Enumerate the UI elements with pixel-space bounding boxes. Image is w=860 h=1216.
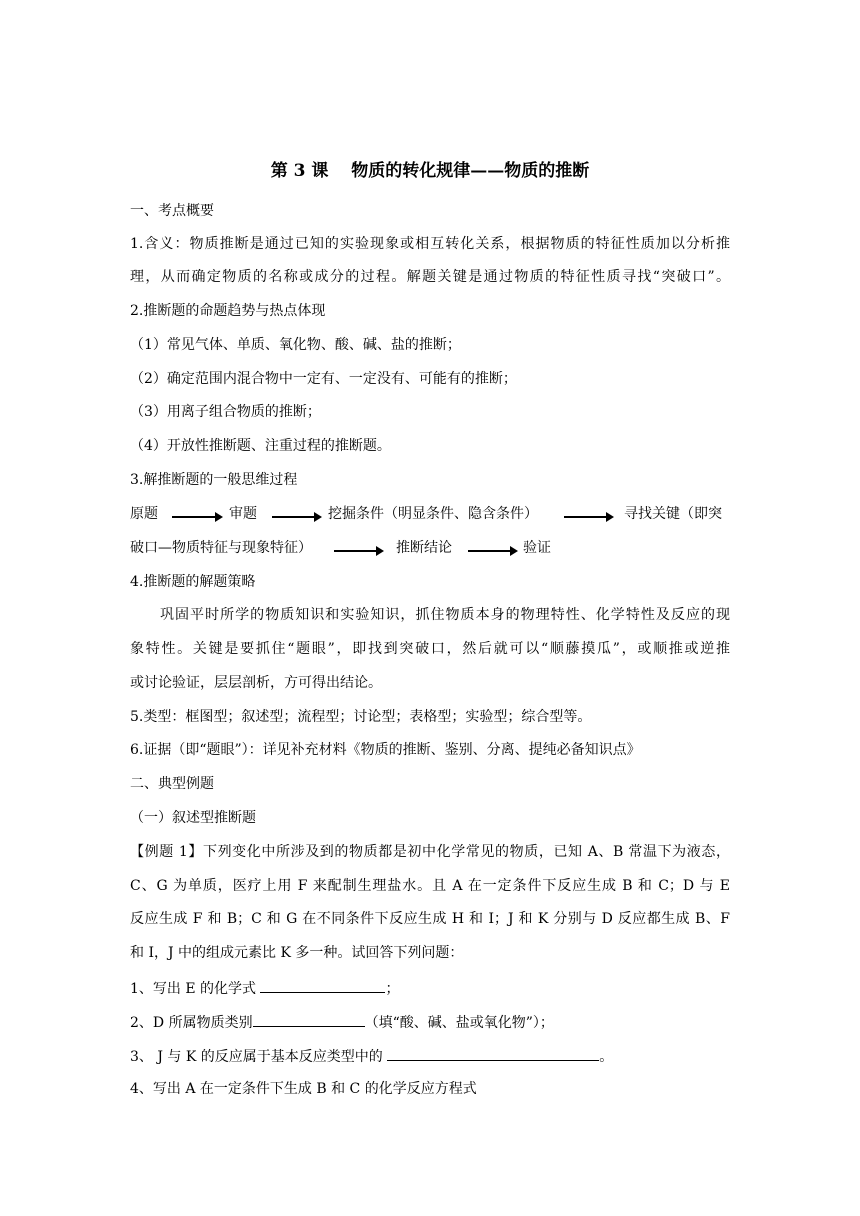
paragraph-4-line-2: 象特性。关键是要抓住“题眼”，即找到突破口，然后就可以“顺藤摸瓜”，或顺推或逆推 [130, 641, 730, 657]
flow-arrow [468, 550, 512, 552]
question-3-end: 。 [599, 1049, 614, 1065]
question-3-text: 3、 J 与 K 的反应属于基本反应类型中的 [130, 1049, 388, 1065]
flow-step-key-a: 寻找关键（即突 [624, 506, 722, 522]
paragraph-1-line-1: 1.含义：物质推断是通过已知的实验现象或相互转化关系，根据物质的特征性质加以分析推 [130, 236, 730, 252]
paragraph-5: 5.类型：框图型；叙述型；流程型；讨论型；表格型；实验型；综合型等。 [130, 709, 592, 725]
flow-step-original: 原题 [130, 506, 158, 522]
answer-blank-2[interactable] [253, 1012, 365, 1027]
question-2-end: （填“酸、碱、盐或氧化物”）； [364, 1015, 554, 1031]
flow-arrow [272, 516, 316, 518]
list-item: （2）确定范围内混合物中一定有、一定没有、可能有的推断； [130, 371, 517, 387]
flow-arrow [334, 550, 378, 552]
flow-step-key-b: 破口—物质特征与现象特征） [130, 540, 312, 556]
section-heading-1: 一、考点概要 [130, 203, 214, 219]
subsection-heading: （一）叙述型推断题 [130, 810, 256, 826]
question-1 [130, 978, 399, 998]
page-title: 第 3 课 物质的转化规律——物质的推断 [270, 161, 590, 181]
answer-blank-1[interactable] [260, 978, 385, 993]
flow-step-verify: 验证 [523, 540, 551, 556]
paragraph-6: 6.证据（即“题眼”）：详见补充材料《物质的推断、鉴别、分离、提纯必备知识点》 [130, 742, 641, 758]
flow-step-conditions: 挖掘条件（明显条件、隐含条件） [328, 506, 538, 522]
paragraph-3-heading: 3.解推断题的一般思维过程 [130, 472, 298, 488]
question-3 [130, 1046, 613, 1066]
paragraph-4-line-3: 或讨论验证，层层剖析，方可得出结论。 [130, 675, 382, 691]
question-1-end: ； [385, 981, 400, 997]
question-2 [130, 1012, 554, 1032]
question-2-text: 2、D 所属物质类别 [130, 1015, 253, 1031]
paragraph-4-heading: 4.推断题的解题策略 [130, 574, 256, 590]
paragraph-2-heading: 2.推断题的命题趋势与热点体现 [130, 303, 326, 319]
example-line-1: 【例题 1】下列变化中所涉及到的物质都是初中化学常见的物质，已知 A、B 常温下为液态， [130, 844, 730, 860]
question-1-text: 1、写出 E 的化学式 [130, 981, 261, 997]
paragraph-1-line-2: 理，从而确定物质的名称或成分的过程。解题关键是通过物质的特征性质寻找“突破口”。 [130, 269, 730, 285]
flow-step-review: 审题 [229, 506, 257, 522]
flow-step-conclusion: 推断结论 [396, 540, 452, 556]
example-line-2: C、G 为单质，医疗上用 F 来配制生理盐水。且 A 在一定条件下反应生成 B 和 C；D 与 E [130, 878, 730, 894]
list-item: （3）用离子组合物质的推断； [130, 404, 321, 420]
flow-arrow [564, 516, 608, 518]
paragraph-4-line-1: 巩固平时所学的物质知识和实验知识，抓住物质本身的物理特性、化学特性及反应的现 [160, 607, 730, 623]
example-line-4: 和 I，J 中的组成元素比 K 多一种。试回答下列问题： [130, 945, 464, 961]
answer-blank-3[interactable] [387, 1046, 599, 1061]
list-item: （1）常见气体、单质、氧化物、酸、碱、盐的推断； [130, 337, 461, 353]
example-line-3: 反应生成 F 和 B；C 和 G 在不同条件下反应生成 H 和 I；J 和 K 分别与 D 反应都生成 B、F [130, 911, 730, 927]
flow-arrow [172, 516, 217, 518]
list-item: （4）开放性推断题、注重过程的推断题。 [130, 438, 391, 454]
question-4: 4、写出 A 在一定条件下生成 B 和 C 的化学反应方程式 [130, 1081, 477, 1097]
section-heading-2: 二、典型例题 [130, 776, 214, 792]
